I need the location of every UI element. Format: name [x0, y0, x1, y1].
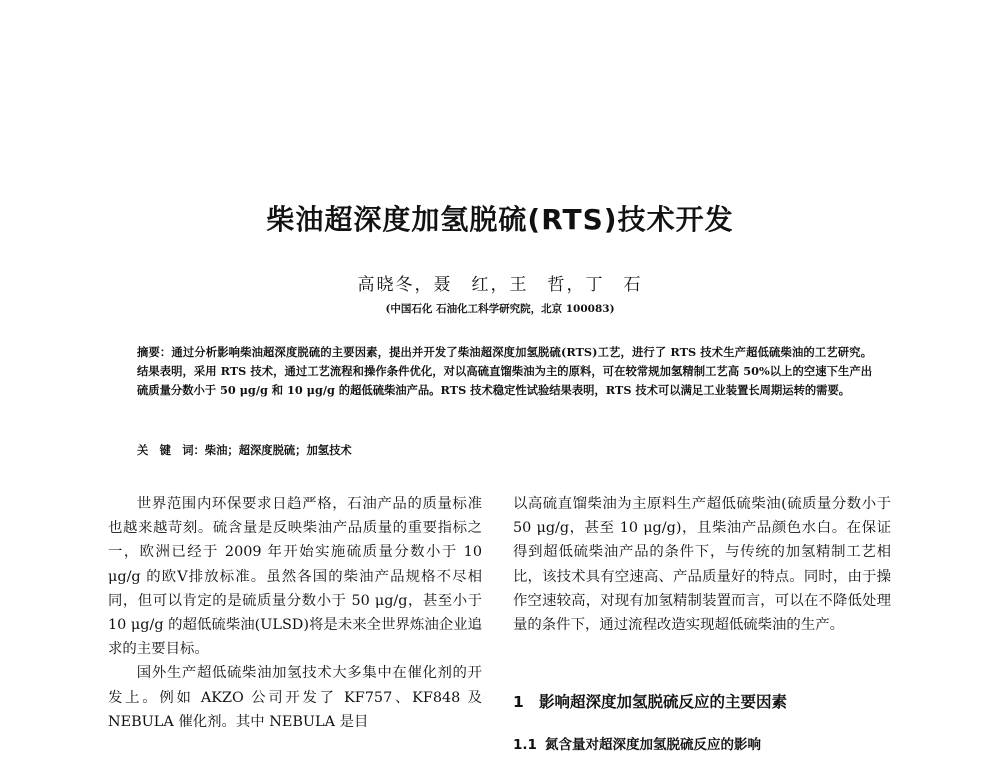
section-1-number: 1 [513, 693, 524, 711]
paper-title: 柴油超深度加氢脱硫(RTS)技术开发 [266, 203, 734, 236]
abstract [137, 343, 872, 401]
keywords [137, 441, 872, 460]
left-paragraph-1: 世界范围内环保要求日趋严格，石油产品的质量标准也越来越苛刻。硫含量是反映柴油产品质量的重要指标之一，欧洲已经于 2009 年开始实施硫质量分数小于 10 μg/g 的欧Ⅴ排放标准。虽然各国的柴油产品规格不尽相同，但可以肯定的是硫质量分数小于 50 μg/g，甚至小于 10 μg/g 的超低硫柴油(ULSD)将是未来全世界炼油企业追求的主要目标。 [108, 496, 482, 658]
abstract-label: 摘要： [137, 345, 172, 359]
section-1-1-heading [513, 733, 761, 753]
right-paragraph-1: 以高硫直馏柴油为主原料生产超低硫柴油(硫质量分数小于 50 μg/g，甚至 10 μg/g)，且柴油产品颜色水白。在保证得到超低硫柴油产品的条件下，与传统的加氢精制工艺相比，该技术具有空速高、产品质量好的特点。同时，由于操作空速较高，对现有加氢精制装置而言，可以在不降低处理量的条件下，通过流程改造实现超低硫柴油的生产。 [513, 496, 891, 634]
section-1-heading [513, 690, 787, 712]
left-column [108, 492, 482, 734]
keywords-text: 柴油；超深度脱硫；加氢技术 [204, 443, 352, 457]
section-1-1-title: 氮含量对超深度加氢脱硫反应的影响 [545, 737, 761, 753]
affiliation: (中国石化 石油化工科学研究院，北京 100083) [385, 303, 615, 315]
authors: 高晓冬，聂 红，王 哲，丁 石 [357, 275, 643, 295]
right-column [513, 492, 891, 637]
left-paragraph-2: 国外生产超低硫柴油加氢技术大多集中在催化剂的开发上。例如 AKZO 公司开发了 KF757、KF848 及 NEBULA 催化剂。其中 NEBULA 是目 [108, 665, 482, 730]
section-1-1-number: 1.1 [513, 737, 537, 753]
abstract-text: 通过分析影响柴油超深度脱硫的主要因素，提出并开发了柴油超深度加氢脱硫(RTS)工艺，进行了 RTS 技术生产超低硫柴油的工艺研究。结果表明，采用 RTS 技术，通过工艺流程和操作条件优化，对以高硫直馏柴油为主的原料，可在较常规加氢精制工艺高 50%以上的空速下生产出硫质量分数小于 50 μg/g 和 10 μg/g 的超低硫柴油产品。RTS 技术稳定性试验结果表明，RTS 技术可以满足工业装置长周期运转的需要。 [137, 345, 872, 398]
keywords-label: 关 键 词： [137, 443, 205, 457]
section-1-title: 影响超深度加氢脱硫反应的主要因素 [539, 693, 788, 711]
